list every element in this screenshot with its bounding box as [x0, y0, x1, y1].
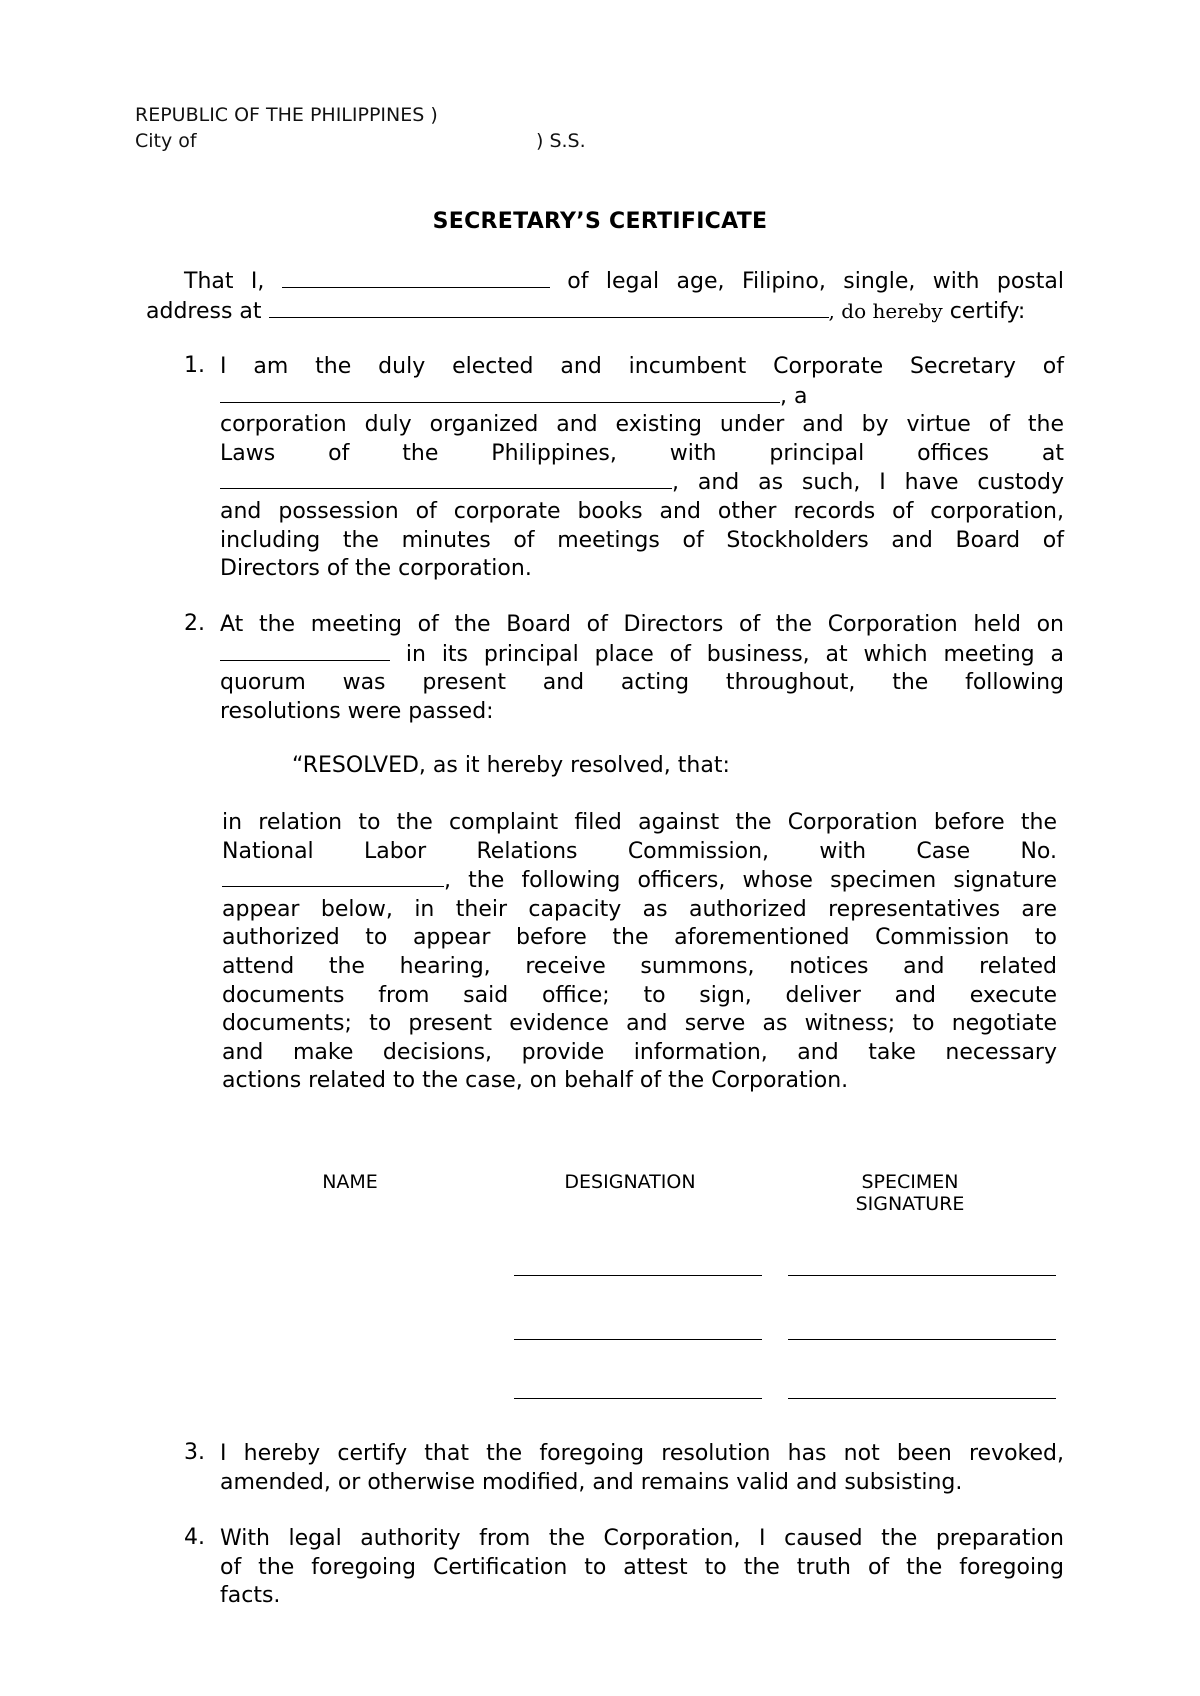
item-4-number: 4. — [184, 1525, 205, 1550]
item-1-number: 1. — [184, 353, 205, 378]
corporation-name-blank[interactable] — [220, 382, 780, 403]
that-i-text: That I, — [184, 269, 265, 294]
address-blank[interactable] — [269, 297, 829, 318]
resolution-line: and make decisions, provide information, and take necessary — [222, 1039, 1057, 1065]
item-2-line: resolutions were passed: — [220, 698, 494, 724]
resolution-line: authorized to appear before the aforementioned Commission to — [222, 925, 1057, 951]
column-header-specimen — [790, 1171, 1030, 1215]
item-2-line — [220, 640, 1064, 670]
item-2-line: quorum was present and acting throughout, the following — [220, 670, 1064, 696]
column-header-name: NAME — [322, 1171, 378, 1193]
intro-line-1 — [146, 267, 1064, 297]
resolution-line — [222, 866, 1057, 896]
item-2-number: 2. — [184, 611, 205, 636]
resolution-fragment: , the following officers, whose specimen signature — [444, 868, 1057, 894]
address-at-text: address at — [146, 298, 262, 324]
item-1-line: including the minutes of meetings of Stockholders and Board of — [220, 527, 1064, 553]
principal-office-blank[interactable] — [220, 468, 672, 489]
ss-label: ) S.S. — [536, 130, 586, 152]
signature-label: SIGNATURE — [855, 1193, 965, 1215]
item-2-line: At the meeting of the Board of Directors of the Corporation held on — [220, 612, 1064, 637]
intro-paragraph — [146, 267, 1064, 326]
resolution-paragraph — [222, 809, 1057, 1096]
item-3-text — [220, 1440, 1064, 1497]
resolution-line: in relation to the complaint filed against the Corporation before the — [222, 810, 1057, 835]
item-1-line: and possession of corporate books and other records of corporation, — [220, 498, 1064, 524]
resolution-line: documents; to present evidence and serve as witness; to negotiate — [222, 1011, 1057, 1037]
city-label: City of — [135, 130, 197, 152]
signature-line-2[interactable] — [788, 1339, 1056, 1340]
designation-line-1[interactable] — [514, 1275, 762, 1276]
item-1-line: corporation duly organized and existing under and by virtue of the — [220, 412, 1064, 438]
item-4-text — [220, 1525, 1064, 1611]
designation-line-3[interactable] — [514, 1398, 762, 1399]
signature-line-1[interactable] — [788, 1275, 1056, 1276]
item-2-fragment: in its principal place of business, at which meeting a — [390, 641, 1064, 667]
item-4-line: of the foregoing Certification to attest to the truth of the foregoing — [220, 1554, 1064, 1580]
item-4-line: With legal authority from the Corporation, I caused the preparation — [220, 1526, 1064, 1551]
designation-line-2[interactable] — [514, 1339, 762, 1340]
item-1-line — [220, 382, 1064, 412]
certify-text: certify: — [949, 298, 1026, 324]
resolution-line: actions related to the case, on behalf of the Corporation. — [222, 1068, 849, 1094]
item-1-fragment: , and as such, I have custody — [672, 470, 1064, 496]
meeting-date-blank[interactable] — [220, 640, 390, 661]
item-1-line: I am the duly elected and incumbent Corporate Secretary of — [220, 354, 1064, 379]
case-number-blank[interactable] — [222, 866, 444, 887]
item-3-line: I hereby certify that the foregoing resolution has not been revoked, — [220, 1441, 1064, 1466]
resolution-line: National Labor Relations Commission, with Case No. — [222, 838, 1057, 864]
item-1-line: Directors of the corporation. — [220, 556, 532, 582]
item-1-fragment: , a — [780, 383, 808, 409]
item-3-number: 3. — [184, 1440, 205, 1465]
resolution-line: appear below, in their capacity as authorized representatives are — [222, 896, 1057, 922]
item-3-line: amended, or otherwise modified, and remains valid and subsisting. — [220, 1469, 963, 1495]
specimen-label: SPECIMEN — [861, 1171, 959, 1193]
name-blank[interactable] — [282, 267, 550, 288]
legal-age-text: of legal age, Filipino, single, with postal — [567, 269, 1064, 294]
item-1-line — [220, 468, 1064, 498]
do-hereby-text: , do hereby — [828, 298, 943, 323]
resolution-line: documents from said office; to sign, deliver and execute — [222, 982, 1057, 1008]
item-1-line: Laws of the Philippines, with principal offices at — [220, 440, 1064, 466]
resolution-line: attend the hearing, receive summons, notices and related — [222, 953, 1057, 979]
document-title: SECRETARY’S CERTIFICATE — [432, 209, 768, 234]
item-1-text — [220, 353, 1064, 584]
signature-line-3[interactable] — [788, 1398, 1056, 1399]
resolved-line: “RESOLVED, as it hereby resolved, that: — [292, 753, 730, 778]
item-4-line: facts. — [220, 1583, 281, 1609]
republic-heading: REPUBLIC OF THE PHILIPPINES ) — [135, 104, 438, 126]
item-2-text — [220, 611, 1064, 726]
column-header-designation: DESIGNATION — [564, 1171, 696, 1193]
intro-line-2 — [146, 297, 1064, 327]
